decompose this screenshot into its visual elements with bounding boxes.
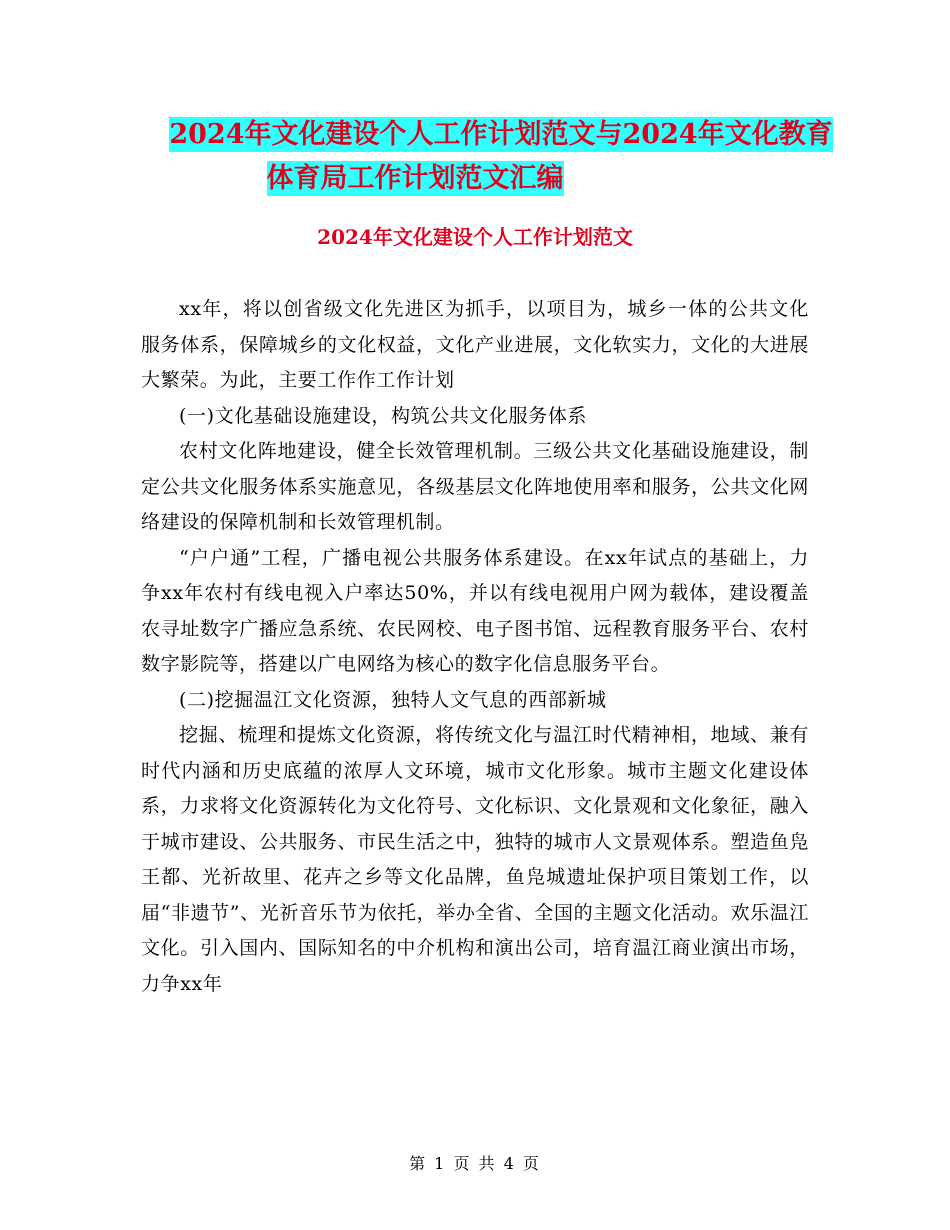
paragraph-heading-2: (二)挖掘温江文化资源，独特人文气息的西部新城 xyxy=(179,688,607,711)
document-title-line-2: 体育局工作计划范文汇编 xyxy=(266,163,564,194)
paragraph-heading-1: (一)文化基础设施建设，构筑公共文化服务体系 xyxy=(179,404,588,427)
page-footer: 第 1 页 共 4 页 xyxy=(409,1154,541,1173)
paragraph-rural-facilities: 农村文化阵地建设，健全长效管理机制。三级公共文化基础设施建设，制定公共文化服务体系实施意见，各级基层文化阵地使用率和服务，公共文化网络建设的保障机制和长效管理机制。 xyxy=(141,440,809,533)
document-title xyxy=(0,113,950,201)
paragraph-broadcast: “户户通”工程，广播电视公共服务体系建设。在xx年试点的基础上，力争xx年农村有线电视入户率达50%，并以有线电视用户网为载体，建设覆盖农寻址数字广播应急系统、农民网校、电子图书馆、远程教育服务平台、农村数字影院等，搭建以广电网络为核心的数字化信息服务平台。 xyxy=(141,546,809,675)
paragraph-culture-resources: 挖掘、梳理和提炼文化资源，将传统文化与温江时代精神相，地域、兼有时代内涵和历史底蕴的浓厚人文环境，城市文化形象。城市主题文化建设体系，力求将文化资源转化为文化符号、文化标识、文化景观和文化象征，融入于城市建设、公共服务、市民生活之中，独特的城市人文景观体系。塑造鱼凫王都、光祈故里、花卉之乡等文化品牌，鱼凫城遗址保护项目策划工作，以届“非遗节”、光祈音乐节为依托，举办全省、全国的主题文化活动。欢乐温江文化。引入国内、国际知名的中介机构和演出公司，培育温江商业演出市场，力争xx年 xyxy=(141,724,809,995)
paragraph-intro: xx年，将以创省级文化先进区为抓手，以项目为，城乡一体的公共文化服务体系，保障城乡的文化权益，文化产业进展，文化软实力，文化的大进展大繁荣。为此，主要工作作工作计划 xyxy=(141,298,809,391)
document-title-line-1: 2024年文化建设个人工作计划范文与2024年文化教育 xyxy=(169,119,833,150)
section-title: 2024年文化建设个人工作计划范文 xyxy=(317,225,633,249)
document-body xyxy=(141,292,809,1002)
